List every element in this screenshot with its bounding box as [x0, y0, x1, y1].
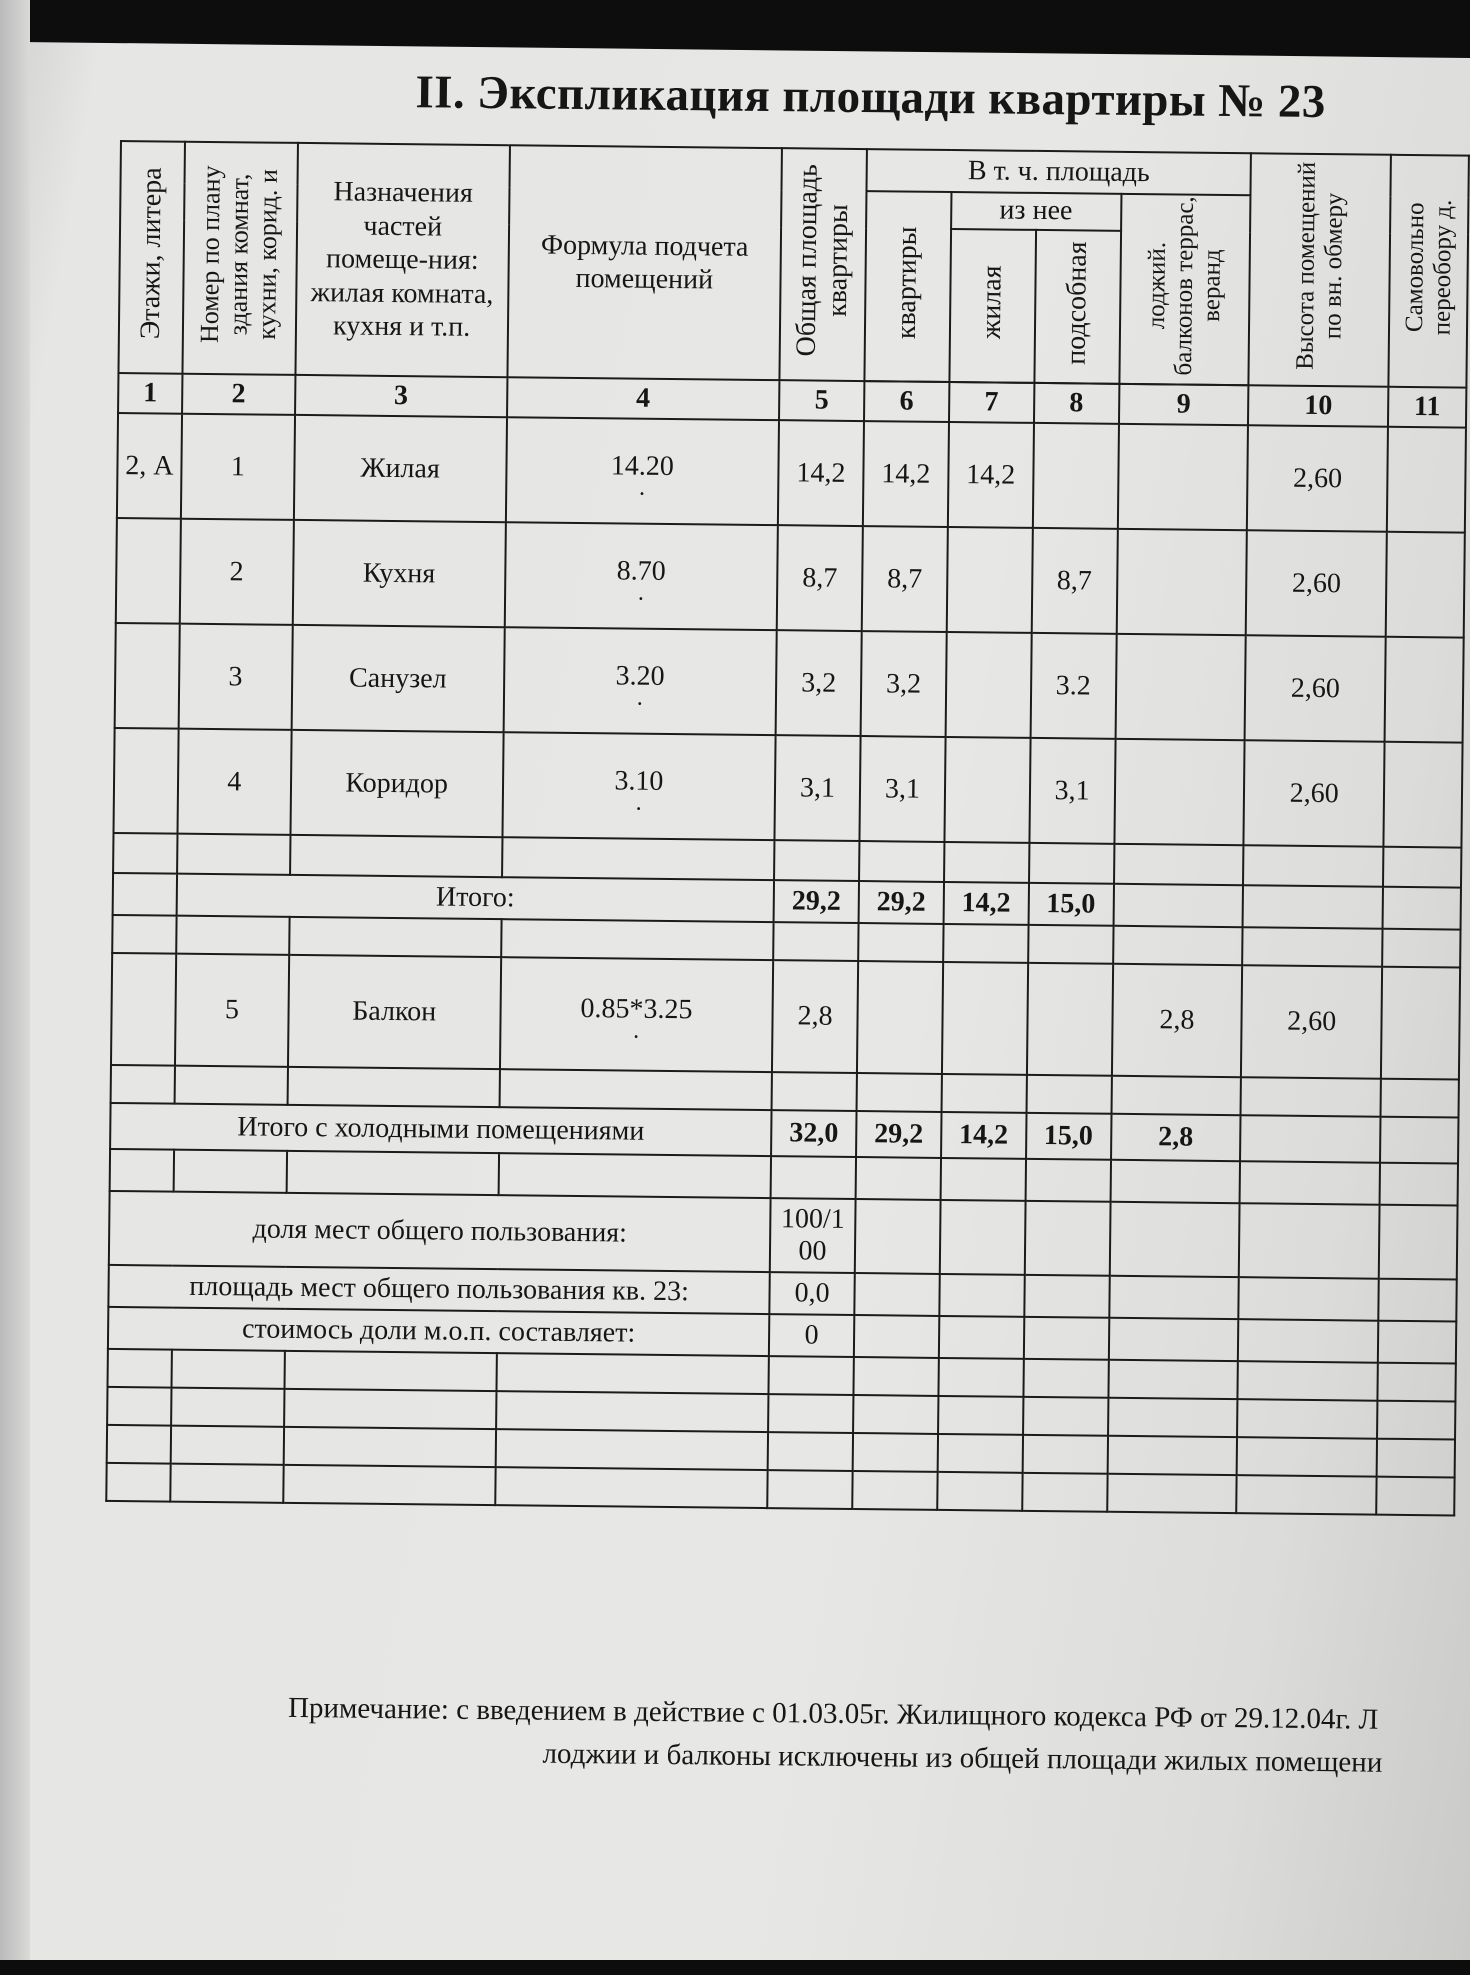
- cold-total-living: 14,2: [941, 1112, 1026, 1159]
- cell-room-number: 5: [175, 954, 289, 1067]
- colnum: 4: [507, 377, 780, 420]
- cell-height: 2,60: [1247, 425, 1388, 532]
- note-line-1: Примечание: с введением в действие с 01.03.05г. Жилищного кодекса РФ от 29.12.04г. Л: [287, 1691, 1379, 1736]
- cell-living: [947, 527, 1033, 633]
- cell-living: 14,2: [948, 422, 1034, 528]
- subtotal-auxiliary: 15,0: [1028, 883, 1113, 926]
- cell-balcony: 2,8: [1111, 964, 1242, 1077]
- subtotal-apartment: 29,2: [859, 881, 944, 924]
- cell-balcony: [1116, 529, 1247, 635]
- header-of-which: из нее: [951, 192, 1121, 231]
- cell-total: 14,2: [778, 420, 864, 526]
- common-cost-label: стоимось доли м.о.п. составляет:: [108, 1307, 769, 1356]
- cold-total-label: Итого с холодными помещениями: [110, 1103, 772, 1156]
- cell-room-number: 2: [180, 519, 294, 625]
- common-share-value: 100/1 00: [770, 1198, 856, 1273]
- cell-empty: [113, 873, 177, 916]
- cold-total-total: 32,0: [771, 1110, 856, 1157]
- cell-height: 2,60: [1241, 965, 1382, 1079]
- cell-room-number: 4: [177, 729, 291, 835]
- cell-total: 8,7: [777, 525, 863, 631]
- cell-room-name: Кухня: [293, 520, 506, 627]
- cell-total: 3,1: [775, 735, 861, 841]
- cell-auxiliary: 3.2: [1030, 633, 1116, 739]
- cell-formula: 14.20 .: [505, 417, 779, 525]
- header-purpose: Назначения частей помеще-ния: жилая комната, кухня и т.п.: [295, 143, 509, 377]
- colnum: 7: [949, 382, 1034, 423]
- common-cost-value: 0: [769, 1314, 854, 1357]
- cell-room-name: Жилая: [294, 415, 507, 522]
- cell-apartment: 14,2: [863, 421, 949, 527]
- cell-apartment: 3,1: [859, 736, 945, 842]
- subtotal-total: 29,2: [774, 880, 859, 923]
- colnum: 2: [182, 374, 295, 415]
- cell-total: 3,2: [776, 630, 862, 736]
- header-room-number: Номер по плану здания комнат, кухни, корид. и: [182, 142, 297, 375]
- colnum: 10: [1248, 385, 1388, 427]
- header-including-area: В т. ч. площадь: [866, 149, 1251, 195]
- cell-living: [944, 737, 1030, 843]
- cell-room-name: Балкон: [288, 955, 501, 1069]
- table-row: [113, 728, 1462, 848]
- document-title: II. Экспликация площади квартиры № 23: [415, 66, 1326, 129]
- cell-total: 2,8: [772, 960, 858, 1073]
- cell-formula: 3.10 .: [502, 732, 776, 840]
- cell-living: [945, 632, 1031, 738]
- cell-room-name: Санузел: [291, 625, 504, 732]
- note-line-2: лоджии и балконы исключены из общей площади жилых помещени: [542, 1737, 1383, 1779]
- header-formula: Формула подчета помещений: [507, 145, 782, 380]
- cell-room-number: 1: [181, 414, 295, 520]
- subtotal-label: Итого:: [176, 874, 774, 922]
- cell-empty: [1386, 532, 1465, 638]
- colnum: 6: [864, 381, 949, 422]
- cell-height: 2,60: [1244, 740, 1385, 847]
- colnum: 11: [1388, 387, 1466, 428]
- colnum: 1: [118, 373, 182, 414]
- header-floor: Этажи, литера: [118, 141, 184, 374]
- colnum: 5: [779, 380, 864, 421]
- cell-formula: 8.70 .: [504, 522, 778, 630]
- cell-floor: [115, 623, 180, 729]
- header-living: жилая: [949, 229, 1036, 383]
- cell-apartment: 8,7: [862, 526, 948, 632]
- cell-room-name: Коридор: [290, 730, 503, 837]
- cold-total-auxiliary: 15,0: [1026, 1113, 1111, 1160]
- header-height: Высота помещений по вн. обмеру: [1249, 153, 1391, 387]
- cell-formula: 0.85*3.25 .: [500, 957, 774, 1072]
- table-row: [115, 623, 1464, 743]
- cell-empty: [1385, 637, 1464, 743]
- cell-apartment: 3,2: [861, 631, 947, 737]
- colnum: 9: [1119, 384, 1249, 425]
- cell-balcony: [1114, 739, 1245, 845]
- colnum: 3: [295, 375, 507, 417]
- header-total-area: Общая площадь квартиры: [779, 148, 866, 381]
- cell-auxiliary: [1033, 423, 1119, 529]
- subtotal-living: 14,2: [943, 882, 1028, 925]
- common-area-value: 0,0: [769, 1272, 854, 1315]
- table-row: [116, 518, 1465, 638]
- header-unauthorized: Самовольно переобору д.: [1388, 155, 1468, 388]
- cold-total-apartment: 29,2: [856, 1111, 941, 1158]
- cell-empty: [1387, 427, 1466, 533]
- common-area-label: площадь мест общего пользования кв. 23:: [108, 1265, 769, 1314]
- table-row: [117, 413, 1466, 533]
- explication-table: [105, 140, 1470, 1517]
- colnum: 8: [1034, 383, 1119, 424]
- cell-height: 2,60: [1245, 635, 1386, 742]
- cell-auxiliary: 8,7: [1031, 528, 1117, 634]
- cell-balcony: [1115, 634, 1246, 740]
- common-share-label: доля мест общего пользования:: [109, 1191, 771, 1272]
- cell-formula: 3.20 .: [503, 627, 777, 735]
- cell-room-number: 3: [179, 624, 293, 730]
- cell-height: 2,60: [1246, 530, 1387, 637]
- table-row: [111, 953, 1460, 1080]
- header-loggias: лоджий. балконов террас, веранд: [1119, 194, 1251, 386]
- cell-floor: 2, А: [117, 413, 182, 519]
- header-apartment: квартиры: [864, 191, 951, 382]
- cell-floor: [113, 728, 178, 834]
- cell-balcony: [1117, 424, 1248, 530]
- header-auxiliary: подсобная: [1034, 230, 1121, 384]
- cell-empty: [1383, 742, 1462, 848]
- cell-floor: [116, 518, 181, 624]
- cell-auxiliary: 3,1: [1029, 738, 1115, 844]
- cold-total-balcony: 2,8: [1111, 1114, 1241, 1161]
